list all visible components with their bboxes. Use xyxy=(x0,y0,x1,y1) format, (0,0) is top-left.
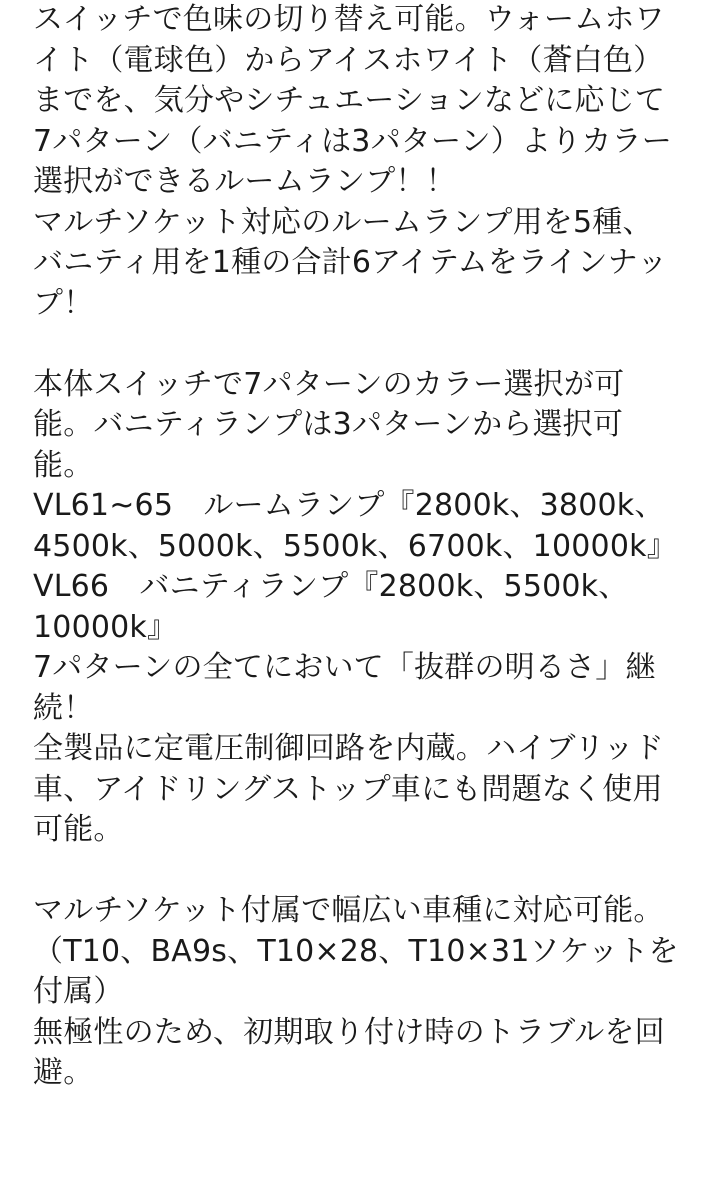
text-line: 続！ xyxy=(33,690,94,726)
paragraph-specifications xyxy=(33,365,698,851)
product-description xyxy=(33,0,698,1094)
text-line: 能。バニティランプは3パターンから選択可 xyxy=(33,407,624,442)
text-line: VL66 バニティランプ『2800k、5500k、 xyxy=(33,569,629,604)
paragraph-multi-socket xyxy=(33,891,698,1094)
text-line: バニティ用を1種の合計6アイテムをラインナッ xyxy=(33,245,668,280)
text-line: マルチソケット付属で幅広い車種に対応可能。 xyxy=(33,893,664,928)
text-line: までを、気分やシチュエーションなどに応じて xyxy=(33,83,666,118)
paragraph-gap xyxy=(33,324,698,365)
text-line: 選択ができるルームランプ！！ xyxy=(33,164,456,199)
text-line: 付属） xyxy=(33,974,124,1009)
text-line: 車、アイドリングストップ車にも問題なく使用 xyxy=(33,771,663,807)
text-line: 可能。 xyxy=(33,812,124,847)
text-line: （T10、BA9s、T10×28、T10×31ソケットを xyxy=(33,933,679,969)
text-line: スイッチで色味の切り替え可能。ウォームホワ xyxy=(33,2,665,37)
text-line: 避。 xyxy=(33,1055,94,1090)
text-line: 7パターンの全てにおいて「抜群の明るさ」継 xyxy=(33,650,656,685)
text-line: マルチソケット対応のルームランプ用を5種、 xyxy=(33,204,653,240)
text-line: 能。 xyxy=(33,447,94,483)
text-line: 4500k、5000k、5500k、6700k、10000k』 xyxy=(33,528,677,564)
text-line: イト（電球色）からアイスホワイト（蒼白色） xyxy=(33,42,664,78)
text-line: 7パターン（バニティは3パターン）よりカラー xyxy=(33,123,672,159)
text-line: 無極性のため、初期取り付け時のトラブルを回 xyxy=(33,1014,665,1050)
paragraph-gap xyxy=(33,851,698,892)
text-line: VL61~65 ルームランプ『2800k、3800k、 xyxy=(33,488,665,523)
text-line: 全製品に定電圧制御回路を内蔵。ハイブリッド xyxy=(33,731,664,766)
paragraph-color-switch xyxy=(33,0,698,324)
text-line: 10000k』 xyxy=(33,609,178,645)
text-line: プ！ xyxy=(33,285,94,321)
text-line: 本体スイッチで7パターンのカラー選択が可 xyxy=(33,366,625,402)
